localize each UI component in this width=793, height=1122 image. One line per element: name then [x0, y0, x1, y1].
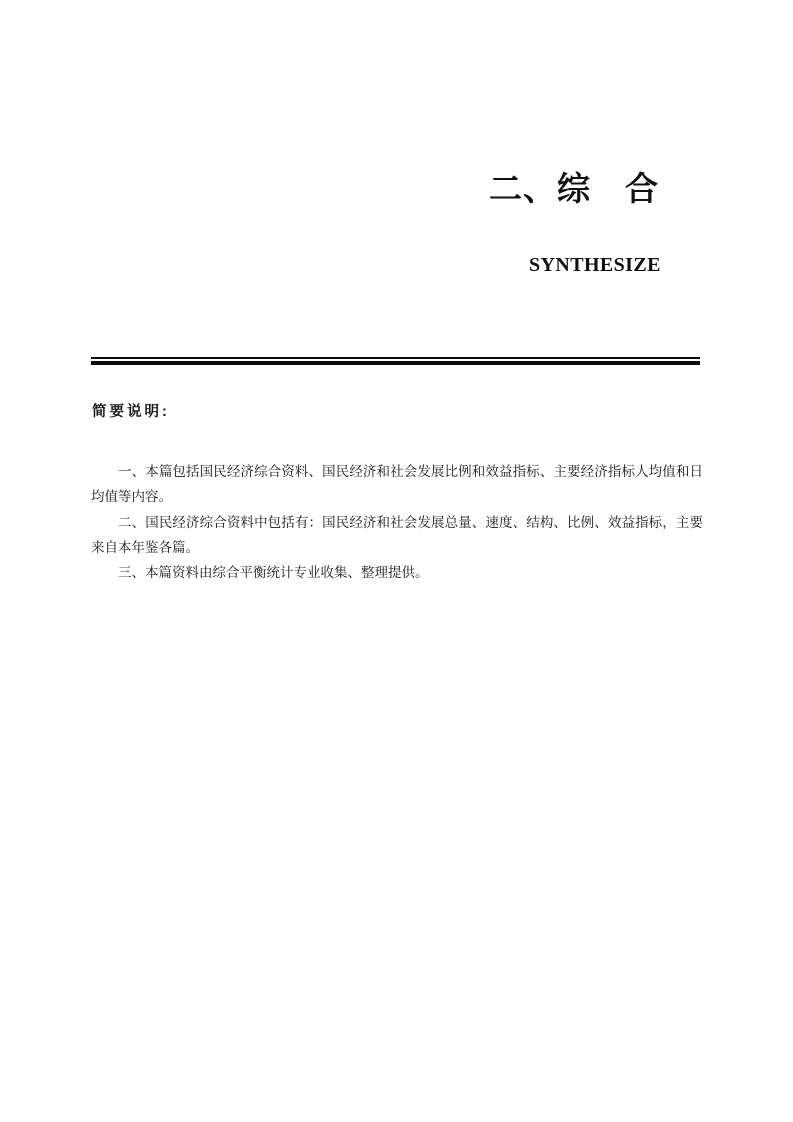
section-title-chinese: 二、综 合 [489, 172, 659, 208]
double-rule [91, 357, 700, 365]
paragraph-3: 三、本篇资料由综合平衡统计专业收集、整理提供。 [118, 565, 429, 581]
paragraph-2: 二、国民经济综合资料中包括有：国民经济和社会发展总量、速度、结构、比例、效益指标，主要来自本年鉴各篇。 [91, 514, 703, 555]
brief-explanation-body [91, 459, 703, 585]
section-title-english: SYNTHESIZE [529, 254, 661, 276]
paragraph-1: 一、本篇包括国民经济综合资料、国民经济和社会发展比例和效益指标、主要经济指标人均值和日均值等内容。 [91, 464, 703, 505]
rule-thick-bar [91, 361, 700, 365]
rule-thin-bar [91, 357, 700, 359]
brief-explanation-heading: 简要说明: [92, 404, 170, 420]
